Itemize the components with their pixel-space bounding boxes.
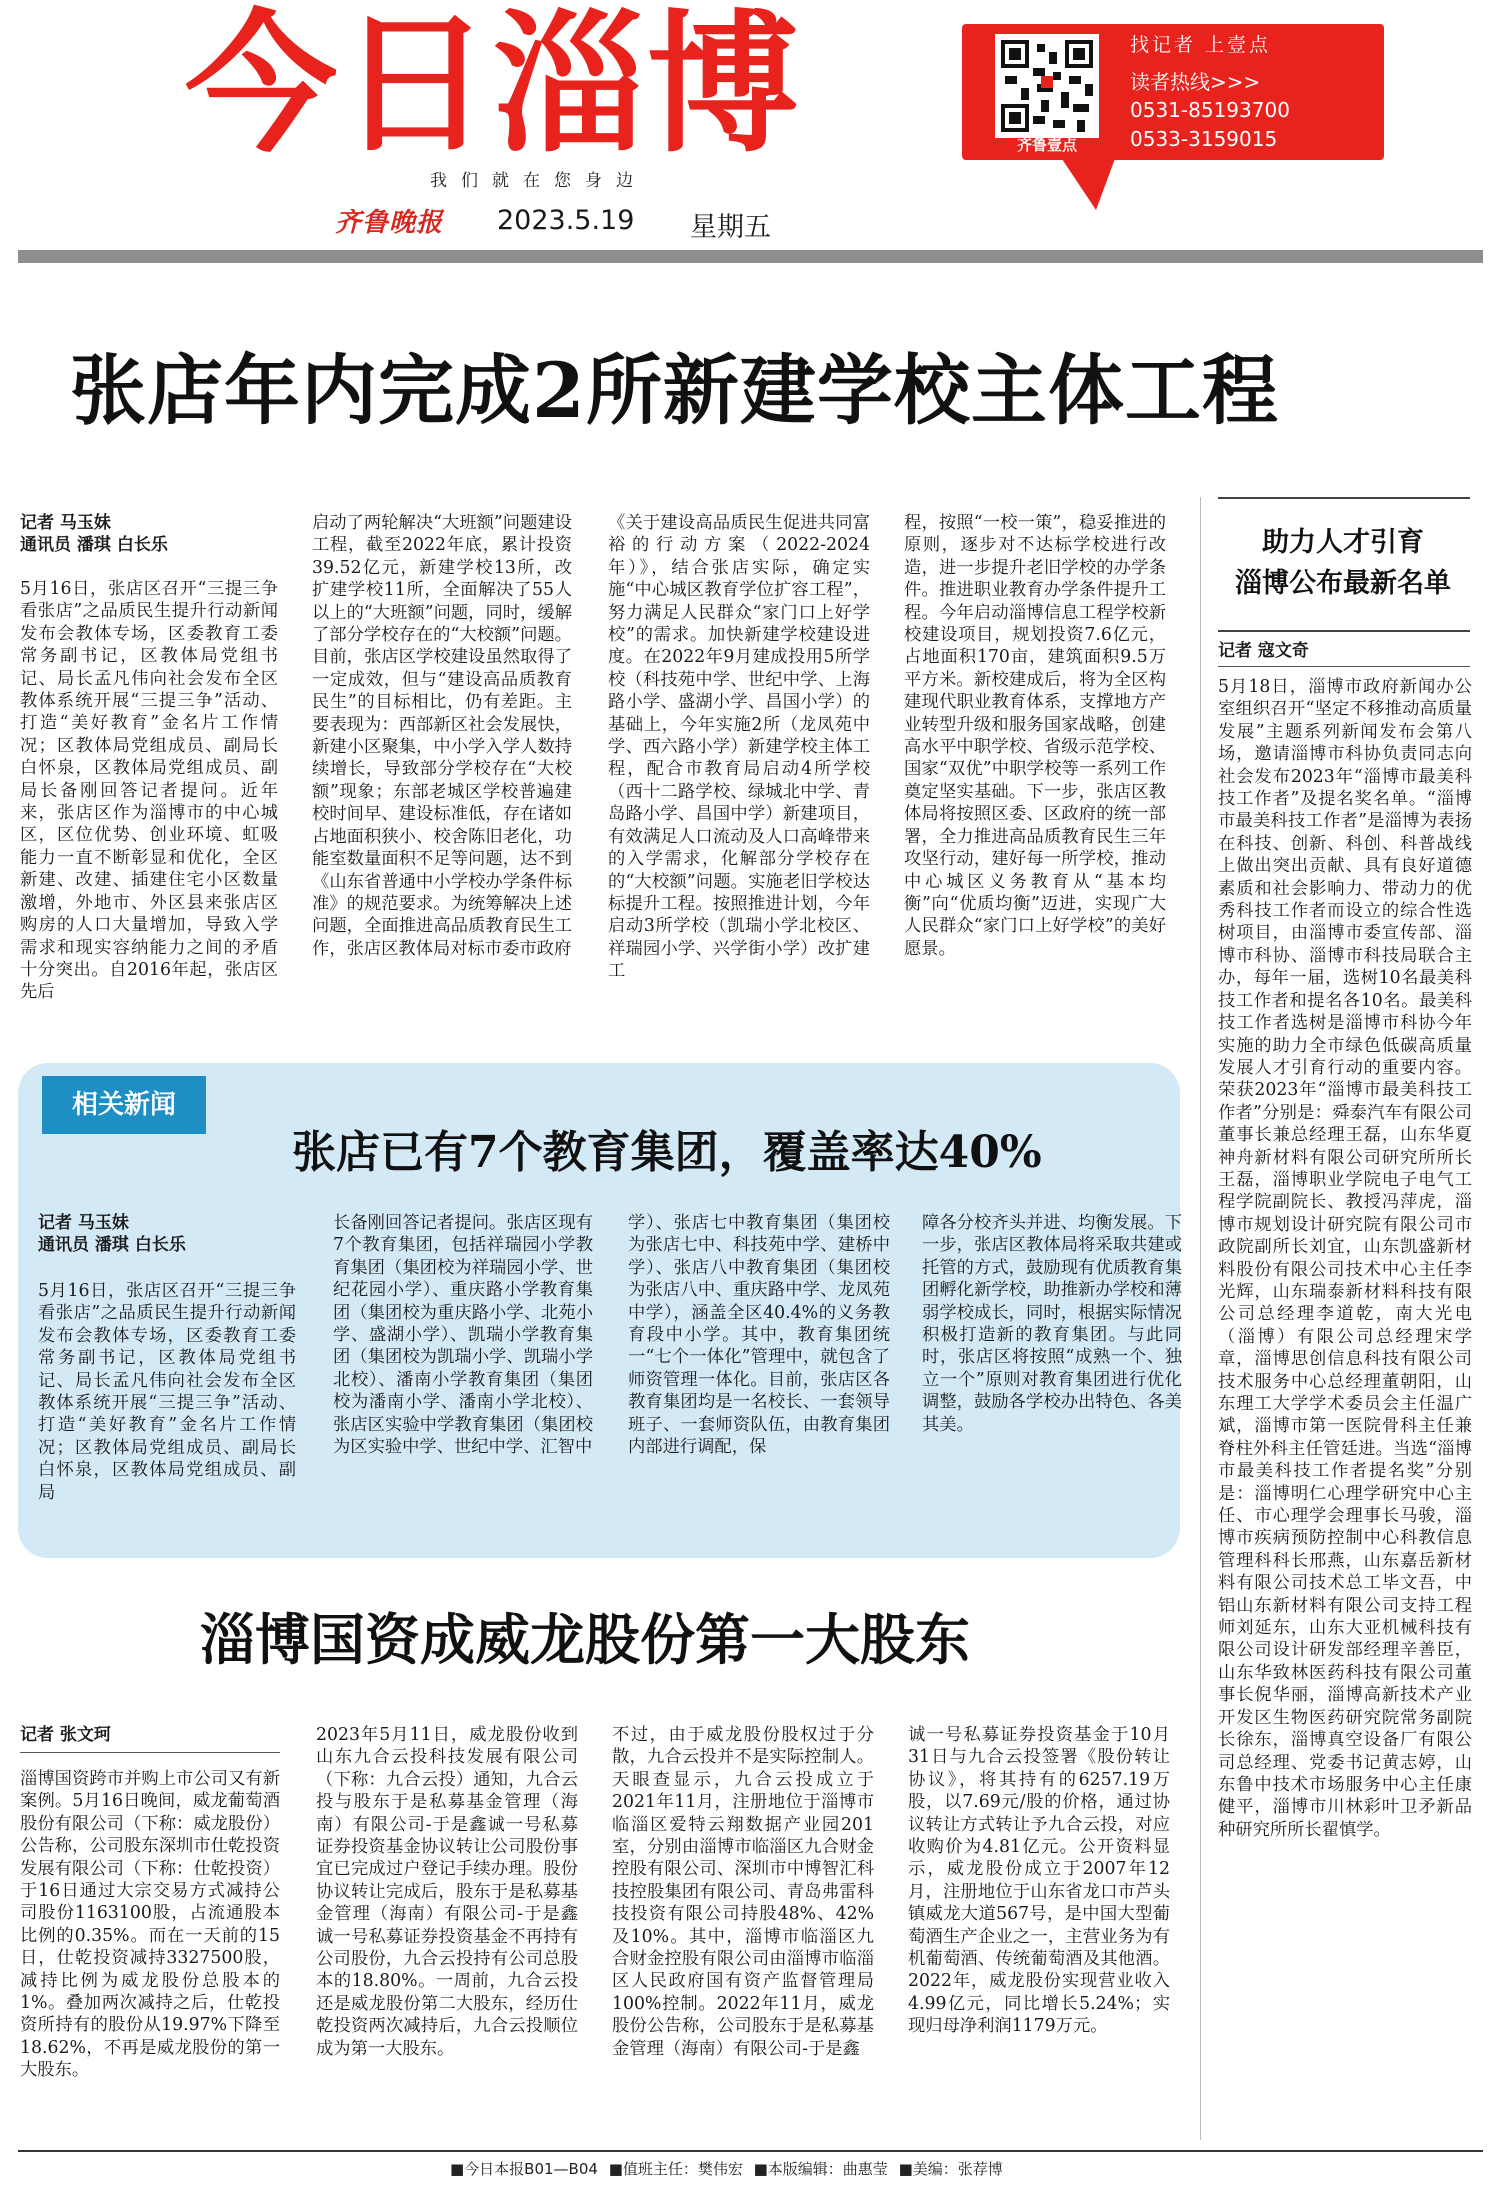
side-headline-rule (1218, 630, 1470, 632)
hotline-number-2[interactable]: 0533-3159015 (1130, 127, 1278, 151)
third-column-4: 诚一号私募证券投资基金于10月31日与九合云投签署《股份转让协议》，将其持有的6257.19万股，以7.69元/股的价格，通过协议转让方式转让予九合云投，对应收购价为4.81亿元。公开资料显示，威龙股份成立于2007年12月，注册地位于山东省龙口市芦头镇威龙大道567号，是中国大型葡萄酒生产企业之一，主营业务为有机葡萄酒、传统葡萄酒及其他酒。2022年，威龙股份实现营业收入4.99亿元，同比增长5.24%；实现归母净利润1179万元。 (908, 1725, 1170, 2037)
main-column-3: 《关于建设高品质民生促进共同富裕的行动方案（2022-2024年）》，结合张店实际，确定实施“中心城区教育学位扩容工程”，努力满足人民群众“家门口上好学校”的需求。加快新建学校建设进度。在2022年9月建成投用5所学校（科技苑中学、世纪中学、上海路小学、盛湖小学、昌国小学）的基础上，今年实施2所（龙凤苑中学、西六路小学）新建学校主体工程，配合市教育局启动4所学校（西十二路学校、绿城北中学、青岛路小学、昌国中学）新建项目，有效满足人口流动及人口高峰带来的入学需求，化解部分学校存在的“大校额”问题。实施老旧学校达标提升工程。按照推进计划，今年启动3所学校（凯瑞小学北校区、祥瑞园小学、兴学街小学）改扩建工 (608, 513, 870, 982)
main-byline-correspondent: 通讯员 潘琪 白长乐 (20, 535, 168, 555)
third-headline: 淄博国资成威龙股份第一大股东 (200, 1607, 971, 1672)
main-column-4: 程，按照“一校一策”，稳妥推进的原则，逐步对不达标学校进行改造，进一步提升老旧学校的办学条件。推进职业教育办学条件提升工程。今年启动淄博信息工程学校新校建设项目，规划投资7.6亿元，占地面积170亩，建筑面积9.5万平方米。新校建成后，将为全区构建现代职业教育体系，支撑地方产业转型升级和服务国家战略，创建高水平中职学校、省级示范学校、国家“双优”中职学校等一系列工作奠定坚实基础。下一步，张店区教体局将按照区委、区政府的统一部署，全力推进高品质教育民生三年攻坚行动，建好每一所学校，推动中心城区义务教育从“基本均衡”向“优质均衡”迈进，实现广大人民群众“家门口上好学校”的美好愿景。 (904, 513, 1166, 959)
side-byline-rule (1218, 666, 1470, 667)
related-news-tag: 相关新闻 (42, 1076, 206, 1134)
masthead-title: 今日淄博 (185, 0, 801, 173)
third-byline-rule (20, 1752, 280, 1753)
footer-credits: ■今日本报B01—B04 ■值班主任：樊伟宏 ■本版编辑：曲惠莹 ■美编：张荐博 (450, 2160, 1003, 2178)
issue-weekday: 星期五 (690, 212, 771, 243)
third-column-3: 不过，由于威龙股份股权过于分散，九合云投并不是实际控制人。天眼查显示，九合云投成立于2021年11月，注册地位于淄博市临淄区爱特云翔数据产业园201室，分别由淄博市临淄区九合财金控股有限公司、深圳市中博智汇科技控股集团有限公司、青岛弗雷科技投资有限公司持股48%、42%及10%。其中，淄博市临淄区九合财金控股有限公司由淄博市临淄区人民政府国有资产监督管理局100%控制。2022年11月，威龙股份公告称，公司股东于是私募基金管理（海南）有限公司-于是鑫 (612, 1725, 874, 2059)
related-column-3: 学）、张店七中教育集团（集团校为张店七中、科技苑中学、建桥中学）、张店八中教育集团（集团校为张店八中、重庆路中学、龙凤苑中学），涵盖全区40.4%的义务教育段中小学。其中，教育集团统一“七个一体化”管理中，就包含了师资管理一体化。目前，张店区各教育集团均是一名校长、一套领导班子、一套师资队伍，由教育集团内部进行调配，保 (628, 1213, 890, 1458)
related-byline-correspondent: 通讯员 潘琪 白长乐 (38, 1235, 186, 1255)
side-column-text: 5月18日，淄博市政府新闻办公室组织召开“坚定不移推动高质量发展”主题系列新闻发布会第八场，邀请淄博市科协负责同志向社会发布2023年“淄博市最美科技工作者”及提名奖名单。“淄博市最美科技工作者”是淄博为表扬在科技、创新、科创、科普战线上做出突出贡献、具有良好道德素质和社会影响力、带动力的优秀科技工作者而设立的综合性选树项目，由淄博市委宣传部、淄博市科协、淄博市科技局联合主办，每年一届，选树10名最美科技工作者和提名各10名。最美科技工作者选树是淄博市科协今年实施的助力全市绿色低碳高质量发展人才引育行动的重要内容。荣获2023年“淄博市最美科技工作者”分别是：舜泰汽车有限公司董事长兼总经理王磊，山东华夏神舟新材料有限公司研究所所长王磊，淄博职业学院电子电气工程学院副院长、教授冯萍虎，淄博市规划设计研究院有限公司市政院副所长刘宜，山东凯盛新材料股份有限公司技术中心主任李光辉，山东瑞泰新材料科技有限公司总经理李道乾，南大光电（淄博）有限公司总经理宋学章，淄博思创信息科技有限公司技术服务中心总经理董朝阳，山东理工大学学术委员会主任温广斌，淄博市第一医院骨科主任兼脊柱外科主任管廷进。当选“淄博市最美科技工作者提名奖”分别是：淄博明仁心理学研究中心主任、市心理学会理事长马骏，淄博市疾病预防控制中心科教信息管理科科长邢燕，山东嘉岳新材料有限公司技术总工毕文吾，中铝山东新材料有限公司支持工程师刘延东，山东大亚机械科技有限公司设计研发部经理辛善臣，山东华致林医药科技有限公司董事长倪华丽，淄博高新技术产业开发区生物医药研究院常务副院长徐东，淄博真空设备厂有限公司总经理、党委书记黄志婷，山东鲁中技术市场服务中心主任康健平，淄博市川林彩叶卫矛新品种研究所所长翟慎学。 (1218, 677, 1472, 1840)
masthead-slogan: 我们就在您身边 (430, 171, 647, 191)
side-headline-line-2: 淄博公布最新名单 (1235, 568, 1451, 599)
main-byline-reporter: 记者 马玉妹 (20, 513, 111, 533)
masthead-logo (185, 0, 885, 176)
third-byline: 记者 张文珂 (20, 1725, 111, 1745)
main-column-2: 启动了两轮解决“大班额”问题建设工程，截至2022年底，累计投资39.52亿元，新建学校13所，改扩建学校11所，全面解决了55人以上的“大班额”问题，同时，缓解了部分学校存在的“大校额”问题。目前，张店区学校建设虽然取得了一定成效，但与“建设高品质教育民生”的目标相比，仍有差距。主要表现为：西部新区社会发展快，新建小区聚集，中小学入学人数持续增长，导致部分学校存在“大校额”现象；东部老城区学校普遍建校时间早、建设标准低，存在诸如占地面积狭小、校舍陈旧老化，功能室数量面积不足等问题，达不到《山东省普通中小学校办学条件标准》的规范要求。为统筹解决上述问题，全面推进高品质教育民生工作，张店区教体局对标市委市政府 (312, 513, 572, 959)
hotline-slogan: 找记者 上壹点 (1130, 34, 1272, 56)
related-column-1: 5月16日，张店区召开“三提三争看张店”之品质民生提升行动新闻发布会教体专场，区委教育工委常务副书记，区教体局党组书记、局长孟凡伟向社会发布全区教体系统开展“三提三争”活动、打造“美好教育”金名片工作情况；区教体局党组成员、副局长白怀泉，区教体局党组成员、副局 (38, 1281, 296, 1503)
side-top-rule (1218, 497, 1470, 499)
hotline-speech-tail (1060, 156, 1116, 210)
related-byline (38, 1212, 298, 1256)
header-divider (18, 250, 1483, 263)
hotline-label: 读者热线>>> (1130, 70, 1261, 94)
related-column-4: 障各分校齐头并进、均衡发展。下一步，张店区教体局将采取共建或托管的方式，鼓励现有优质教育集团孵化新学校，助推新办学校和薄弱学校成长，同时，根据实际情况积极打造新的教育集团。与此同时，张店区将按照“成熟一个、独立一个”原则对教育集团进行优化调整，鼓励各学校办出特色、各美其美。 (922, 1213, 1182, 1435)
side-column-divider (1200, 497, 1201, 2140)
related-headline: 张店已有7个教育集团，覆盖率达40% (292, 1127, 1042, 1178)
qr-label: 齐鲁壹点 (1016, 136, 1077, 154)
main-headline: 张店年内完成2所新建学校主体工程 (70, 346, 1279, 435)
qr-code-icon[interactable] (995, 34, 1099, 138)
hotline-number-1[interactable]: 0531-85193700 (1130, 98, 1290, 122)
third-column-1: 淄博国资跨市并购上市公司又有新案例。5月16日晚间，威龙葡萄酒股份有限公司（下称：威龙股份）公告称，公司股东深圳市仕乾投资发展有限公司（下称：仕乾投资）于16日通过大宗交易方式减持公司股份1163100股，占流通股本比例的0.35%。而在一天前的15日，仕乾投资减持3327500股，减持比例为威龙股份总股本的1%。叠加两次减持之后，仕乾投资所持有的股份从19.97%下降至18.62%，不再是威龙股份的第一大股东。 (20, 1769, 280, 2081)
main-column-1: 5月16日，张店区召开“三提三争看张店”之品质民生提升行动新闻发布会教体专场，区委教育工委常务副书记，区教体局党组书记、局长孟凡伟向社会发布全区教体系统开展“三提三争”活动、打造“美好教育”金名片工作情况；区教体局党组成员、副局长白怀泉，区教体局党组成员、副局长备刚回答记者提问。近年来，张店区作为淄博市的中心城区，区位优势、创业环境、虹吸能力一直不断彰显和优化，全区新建、改建、插建住宅小区数量激增，外地市、外区县来张店区购房的人口大量增加，导致入学需求和现实容纳能力之间的矛盾十分突出。自2016年起，张店区先后 (20, 579, 278, 1003)
paper-logo: 齐鲁晚报 (335, 208, 444, 238)
related-column-2: 长备刚回答记者提问。张店区现有7个教育集团，包括祥瑞园小学教育集团（集团校为祥瑞园小学、世纪花园小学）、重庆路小学教育集团（集团校为重庆路小学、北苑小学、盛湖小学）、凯瑞小学教育集团（集团校为凯瑞小学、凯瑞小学北校）、潘南小学教育集团（集团校为潘南小学、潘南小学北校）、张店区实验中学教育集团（集团校为区实验中学、世纪中学、汇智中 (333, 1213, 593, 1458)
issue-date: 2023.5.19 (497, 205, 635, 236)
related-byline-reporter: 记者 马玉妹 (38, 1213, 129, 1233)
side-headline-line-1: 助力人才引育 (1262, 527, 1424, 558)
third-column-2: 2023年5月11日，威龙股份收到山东九合云投科技发展有限公司（下称：九合云投）通知，九合云投与股东于是私募基金管理（海南）有限公司-于是鑫诚一号私募证券投资基金协议转让公司股份事宜已完成过户登记手续办理。股份协议转让完成后，股东于是私募基金管理（海南）有限公司-于是鑫诚一号私募证券投资基金不再持有公司股份，九合云投持有公司总股本的18.80%。一周前，九合云投还是威龙股份第二大股东，经历仕乾投资两次减持后，九合云投顺位成为第一大股东。 (316, 1725, 578, 2059)
side-headline (1218, 522, 1468, 604)
side-byline: 记者 寇文奇 (1218, 641, 1309, 661)
footer-rule (18, 2150, 1483, 2152)
main-byline (20, 512, 280, 556)
